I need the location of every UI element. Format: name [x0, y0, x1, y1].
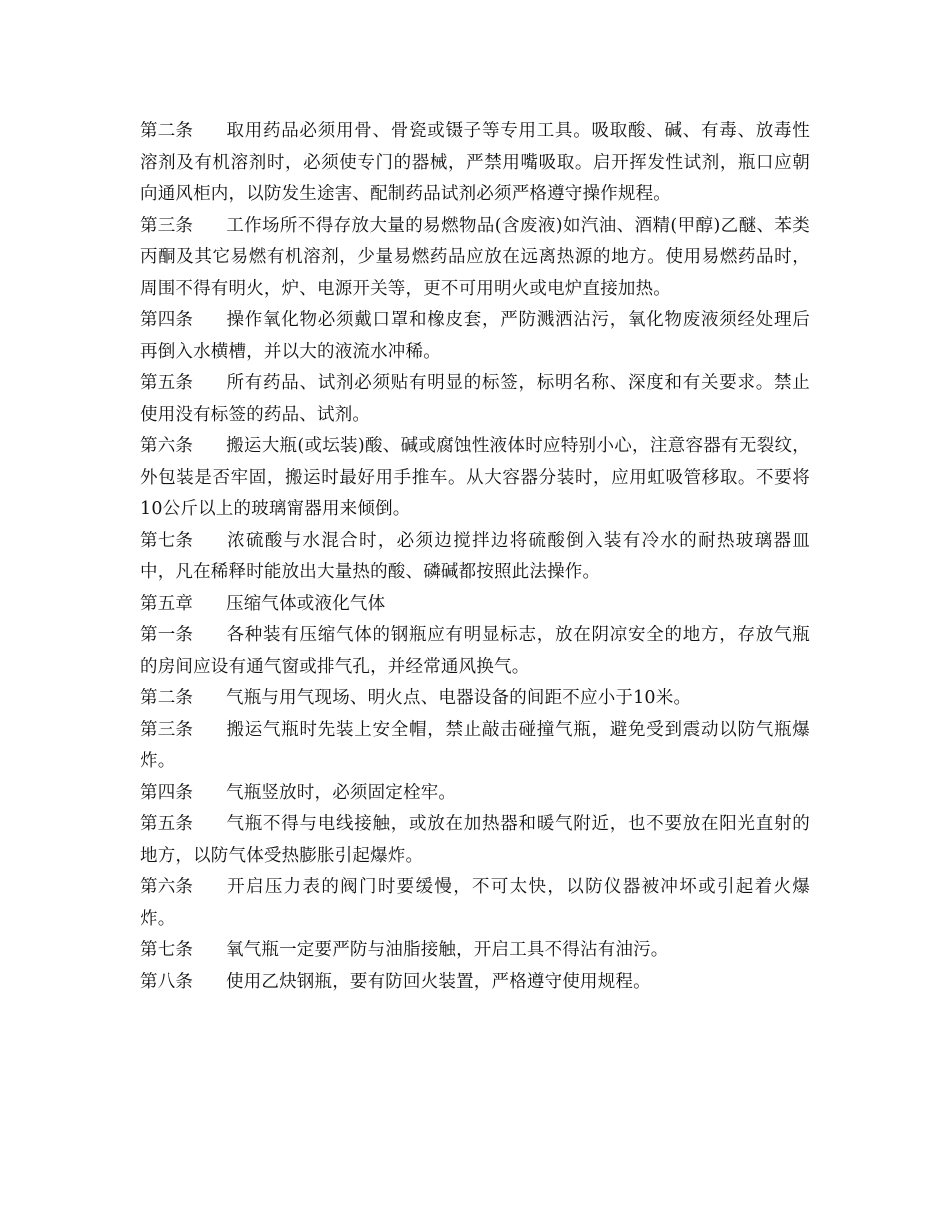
- article-number: 第一条: [140, 625, 194, 645]
- article-text: 搬运气瓶时先装上安全帽，禁止敲击碰撞气瓶，避免受到震动以防气瓶爆炸。: [140, 719, 810, 771]
- article-number: 第六条: [140, 877, 194, 897]
- article-number: 第二条: [140, 688, 194, 708]
- article-number: 第五条: [140, 814, 194, 834]
- article-text: 开启压力表的阀门时要缓慢，不可太快，以防仪器被冲坏或引起着火爆炸。: [140, 877, 810, 929]
- chapter-title: 压缩气体或液化气体: [226, 593, 386, 614]
- article-text: 搬运大瓶(或坛装)酸、碱或腐蚀性液体时应特别小心，注意容器有无裂纹，外包装是否牢固，搬运时最好用手推车。从大容器分装时，应用虹吸管移取。不要将10公斤以上的玻璃甯器用来倾倒。: [140, 436, 810, 519]
- chapter-5-heading: [140, 589, 810, 621]
- gas-article-5: [140, 809, 810, 872]
- article-text: 工作场所不得存放大量的易燃物品(含废液)如汽油、酒精(甲醇)乙醚、苯类丙酮及其它易燃有机溶剂，少量易燃药品应放在远离热源的地方。使用易燃药品时，周围不得有明火，炉、电源开关等，更不可用明火或电炉直接加热。: [140, 215, 810, 299]
- article-7-sulfuric-acid: [140, 526, 810, 589]
- article-text: 气瓶竖放时，必须固定栓牢。: [226, 782, 457, 803]
- article-text: 所有药品、试剂必须贴有明显的标签，标明名称、深度和有关要求。禁止使用没有标签的药品、试剂。: [140, 373, 810, 425]
- article-number: 第四条: [140, 782, 194, 803]
- article-text: 气瓶不得与电线接触，或放在加热器和暖气附近，也不要放在阳光直射的地方，以防气体受热膨胀引起爆炸。: [140, 814, 810, 866]
- gas-article-2: [140, 683, 810, 715]
- gas-article-3: [140, 715, 810, 778]
- article-number: 第二条: [140, 121, 194, 141]
- gas-article-7: [140, 935, 810, 967]
- chapter-number: 第五章: [140, 593, 194, 614]
- article-number: 第八条: [140, 971, 194, 992]
- article-4-oxides: [140, 305, 810, 368]
- article-3-flammables: [140, 211, 810, 306]
- article-number: 第七条: [140, 530, 194, 551]
- article-2-drug-handling: [140, 116, 810, 211]
- article-text: 氧气瓶一定要严防与油脂接触，开启工具不得沾有油污。: [226, 940, 669, 960]
- gas-article-4: [140, 778, 810, 810]
- gas-article-1: [140, 620, 810, 683]
- article-6-transport: [140, 431, 810, 526]
- article-text: 取用药品必须用骨、骨瓷或镊子等专用工具。吸取酸、碱、有毒、放毒性溶剂及有机溶剂时，必须使专门的器械，严禁用嘴吸取。启开挥发性试剂，瓶口应朝向通风柜内，以防发生途害、配制药品试剂必须严格遵守操作规程。: [140, 121, 810, 204]
- article-5-labels: [140, 368, 810, 431]
- document-page: [140, 116, 810, 998]
- article-number: 第五条: [140, 373, 194, 393]
- article-number: 第六条: [140, 436, 194, 456]
- article-text: 浓硫酸与水混合时，必须边搅拌边将硫酸倒入装有冷水的耐热玻璃器皿中，凡在稀释时能放出大量热的酸、磷碱都按照此法操作。: [140, 530, 810, 582]
- article-text: 操作氧化物必须戴口罩和橡皮套，严防溅洒沾污，氧化物废液须经处理后再倒入水横槽，并以大的液流水冲稀。: [140, 310, 810, 362]
- article-text: 气瓶与用气现场、明火点、电器设备的间距不应小于10米。: [226, 688, 692, 708]
- gas-article-8: [140, 967, 810, 999]
- article-number: 第七条: [140, 940, 194, 960]
- gas-article-6: [140, 872, 810, 935]
- article-number: 第三条: [140, 215, 194, 236]
- article-text: 使用乙炔钢瓶，要有防回火装置，严格遵守使用规程。: [226, 971, 651, 992]
- article-number: 第四条: [140, 310, 194, 330]
- article-number: 第三条: [140, 719, 194, 740]
- article-text: 各种装有压缩气体的钢瓶应有明显标志，放在阴凉安全的地方，存放气瓶的房间应设有通气窗或排气孔，并经常通风换气。: [140, 625, 810, 677]
